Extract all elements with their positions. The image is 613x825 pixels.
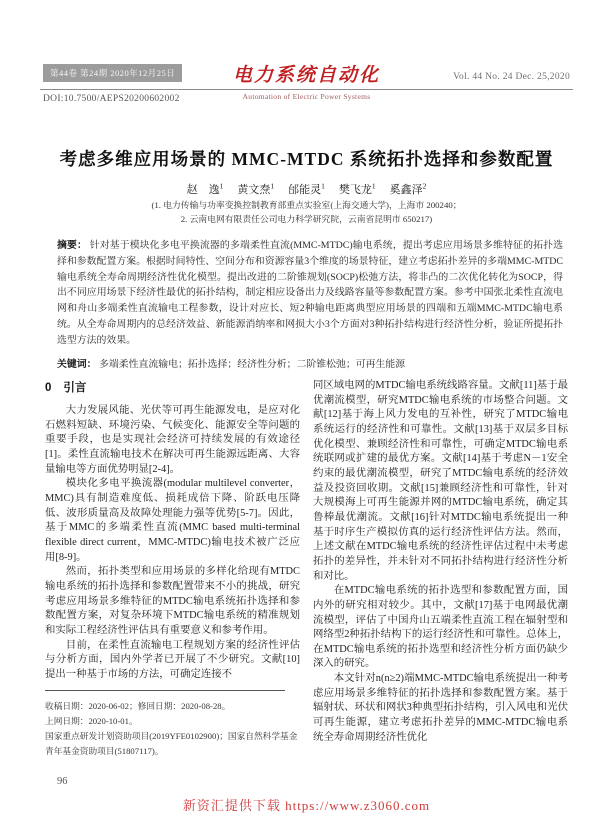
body-columns — [45, 379, 568, 759]
abstract-label: 摘要： — [57, 240, 88, 251]
section-title: 引言 — [63, 382, 87, 394]
journal-subtitle-en: Automation of Electric Power Systems — [242, 92, 371, 101]
author-5-name: 奚鑫泽 — [389, 184, 423, 196]
author-5 — [389, 181, 427, 196]
author-3 — [288, 181, 325, 196]
left-column — [45, 379, 300, 759]
body-paragraph: 大力发展风能、光伏等可再生能源发电，是应对化石燃料短缺、环境污染、气候变化、能源安全等问题的重要手段，也是实现社会经济可持续发展的有效途径[1]。柔性直流输电技术在解决可再生能源远距离、大容量输电等方面优势明显[2-4]。 — [45, 405, 300, 475]
header-divider — [40, 89, 573, 90]
issue-info-badge: 第44卷 第24期 2020年12月25日 — [43, 64, 182, 82]
author-1-sup: 1 — [219, 181, 224, 191]
body-paragraph: 在MTDC输电系统的拓扑选型和参数配置方面，国内外的研究相对较少。其中，文献[17]基于电网最优潮流模型，评估了中国舟山五端柔性直流工程在辐射型和网络型2种拓扑结构下的运行经济性和可靠性。总体上，在MTDC输电系统的拓扑选型和经济性分析方面仍缺少深入的研究。 — [313, 585, 568, 670]
body-paragraph: 然而，拓扑类型和应用场景的多样化给现有MTDC输电系统的拓扑选择和参数配置带来不小的挑战，研究考虑应用场景多维特征的MTDC输电系统拓扑选择和参数配置方案，对复杂环境下MTDC输电系统的精准规划和实际工程经济性评估具有重要意义和参考作用。 — [45, 566, 300, 636]
author-4-name: 樊飞龙 — [338, 184, 372, 196]
keywords — [57, 356, 563, 370]
body-paragraph: 本文针对n(n≥2)端MMC-MTDC输电系统提出一种考虑应用场景多维特征的拓扑选择和参数配置方案。基于辐射状、环状和网状3种典型拓扑结构，引入风电和光伏可再生能源，建立考虑拓扑差异的MMC-MTDC输电系统全寿命周期经济性优化 — [313, 673, 568, 743]
author-4 — [338, 181, 376, 196]
doi-text: DOI:10.7500/AEPS20200602002 — [43, 94, 180, 104]
section-heading-intro — [45, 379, 300, 395]
body-paragraph: 目前，在柔性直流输电工程规划方案的经济性评估与分析方面，国内外学者已开展了不少研究。文献[10]提出一种基于市场的方法，可确定连接不 — [45, 639, 300, 680]
footnote-block — [45, 690, 300, 758]
footnote-line: 收稿日期：2020-06-02；修回日期：2020-08-28。 — [45, 701, 231, 712]
body-paragraph: 同区域电网的MTDC输电系统线路容量。文献[11]基于最优潮流模型，研究MTDC输电系统的市场整合问题。文献[12]基于海上风力发电的互补性，研究了MTDC输电系统运行的经济性和可靠性。文献[13]基于双层多目标优化模型、兼顾经济性和可靠性，可确定MTDC输电系统联网或扩建的最优方案。文献[14]基于考虑N－1安全约束的最优潮流模型，研究了MTDC输电系统的经济效益及投资回收期。文献[15]兼顾经济性和可靠性，针对大规模海上可再生能源并网的MTDC输电系统，确定其鲁棒最优潮流。文献[16]针对MTDC输电系统提出一种基于时序生产模拟仿真的运行经济性评估方法。然而，上述文献在MTDC输电系统的经济性评估过程中未考虑拓扑的差异性，并未针对不同拓扑结构进行经济性分析和对比。 — [313, 380, 568, 582]
author-1 — [186, 181, 224, 196]
author-2 — [237, 181, 275, 196]
author-5-sup: 2 — [422, 181, 427, 191]
section-number: 0 — [45, 382, 52, 394]
page-number: 96 — [57, 776, 68, 787]
abstract-text: 针对基于模块化多电平换流器的多端柔性直流(MMC-MTDC)输电系统，提出考虑应用场景多维特征的拓扑选择和参数配置方案。根据时间特性、空间分布和资源容量3个维度的场景特征，建立考虑拓扑差异的多端MMC-MTDC输电系统全寿命周期经济性优化模型。提出改进的二阶锥规划(SOCP)松弛方法，将非凸的二次优化转化为SOCP，得出不同应用场景下经济性最优的拓扑结构，制定相应设备出力及线路容量等参数配置方案。参考中国张北柔性直流电网和舟山多端柔性直流输电工程参数，设计对应长、短2种输电距离典型应用场景的四端和五端MMC-MTDC输电系统。从全寿命周期内的总经济效益、新能源消纳率和网损大小3个方面对3种拓扑结构进行经济性分析，验证所提拓扑选型方法的效果。 — [57, 240, 564, 346]
author-1-name: 赵 逸 — [186, 184, 220, 196]
footnote-line: 上网日期：2020-10-01。 — [45, 716, 138, 727]
keywords-label: 关键词： — [57, 359, 97, 370]
right-column — [313, 379, 568, 759]
watermark-text: 新资汇提供下载 https://www.z3060.com — [182, 798, 431, 813]
journal-logo: 电力系统自动化 — [232, 65, 380, 86]
footnote-divider — [45, 690, 285, 691]
author-3-sup: 1 — [321, 181, 325, 191]
authors-line — [0, 181, 613, 197]
affiliations — [0, 199, 613, 226]
keywords-text: 多端柔性直流输电；拓扑选择；经济性分析；二阶锥松弛；可再生能源 — [98, 359, 406, 370]
author-2-sup: 1 — [270, 181, 275, 191]
body-paragraph: 模块化多电平换流器(modular multilevel converter，MMC)具有制造难度低、损耗成倍下降、阶跃电压降低、波形质量高及故障处理能力强等优势[5-7]。因此，基于MMC的多端柔性直流(MMC based multi-terminal flexible direct current，MMC-MTDC)输电技术被广泛应用[8-9]。 — [45, 478, 300, 563]
affiliation-line-2: 2. 云南电网有限责任公司电力科学研究院，云南省昆明市 650217) — [180, 213, 433, 224]
page-title: 考虑多维应用场景的 MMC-MTDC 系统拓扑选择和参数配置 — [59, 149, 554, 169]
footnote-line: 国家重点研发计划资助项目(2019YFE0102900)；国家自然科学基金青年基金资助项目(51807117)。 — [45, 731, 298, 756]
abstract — [57, 238, 563, 349]
author-2-name: 黄文焘 — [237, 184, 271, 196]
author-4-sup: 1 — [371, 181, 376, 191]
volume-info: Vol. 44 No. 24 Dec. 25,2020 — [453, 72, 570, 82]
author-3-name: 邰能灵 — [288, 184, 322, 196]
affiliation-line-1: (1. 电力传输与功率变换控制教育部重点实验室(上海交通大学)，上海市 200240； — [151, 200, 462, 210]
